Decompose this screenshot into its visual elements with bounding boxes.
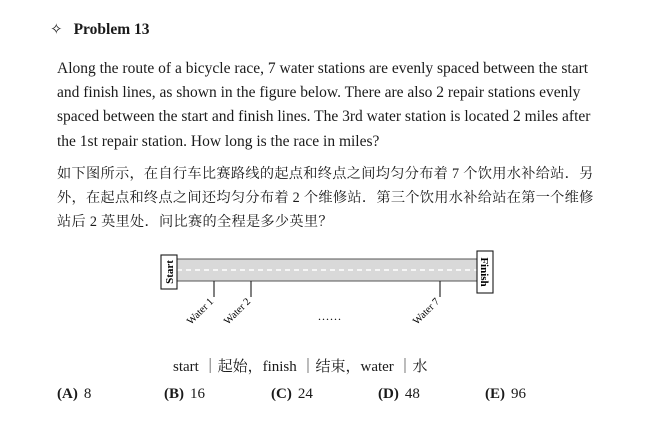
finish-label: Finish: [478, 257, 490, 287]
choice-letter: (B): [164, 386, 184, 402]
glossary: start ｜起始，finish ｜结束，water ｜水: [173, 359, 428, 375]
choice-letter: (A): [57, 386, 78, 402]
choice-value: 24: [297, 386, 313, 402]
choice-value: 16: [190, 386, 205, 402]
problem-text-english: Along the route of a bicycle race, 7 water stations are evenly spaced between the start and finish lines, as shown in the figure below. There are also 2 repair stations evenly spaced between the start and finish lines. The 3rd water station is located 2 miles after the 1st repair station. How long is the race in miles?: [57, 60, 591, 150]
choice-value: 8: [83, 386, 92, 402]
problem-text-chinese: 如下图所示，在自行车比赛路线的起点和终点之间均匀分布着 7 个饮用水补给站．另外，在起点和终点之间还均匀分布着 2 个维修站．第三个饮用水补给站在第一个维修站后 2 英里处．问比赛的全程是多少英里？: [57, 166, 594, 230]
choice-letter: (E): [485, 386, 505, 402]
choice-c[interactable]: [271, 386, 313, 403]
water-7-label: Water 7: [411, 296, 443, 328]
problem-title: Problem 13: [73, 20, 150, 38]
race-route-figure: [150, 247, 510, 347]
water-1-label: Water 1: [185, 296, 217, 328]
stations-ellipsis: ......: [318, 309, 342, 323]
choice-value: 48: [404, 386, 420, 402]
water-2-label: Water 2: [222, 296, 254, 328]
choice-value: 96: [511, 386, 526, 402]
four-point-star-icon: ✧: [50, 22, 63, 38]
choice-b[interactable]: [164, 386, 205, 403]
choice-e[interactable]: [485, 386, 526, 403]
choice-letter: (C): [271, 386, 292, 402]
choice-a[interactable]: [57, 386, 91, 403]
choice-letter: (D): [378, 386, 399, 402]
start-label: Start: [164, 260, 176, 284]
choice-d[interactable]: [378, 386, 420, 403]
problem-header: [50, 20, 150, 39]
